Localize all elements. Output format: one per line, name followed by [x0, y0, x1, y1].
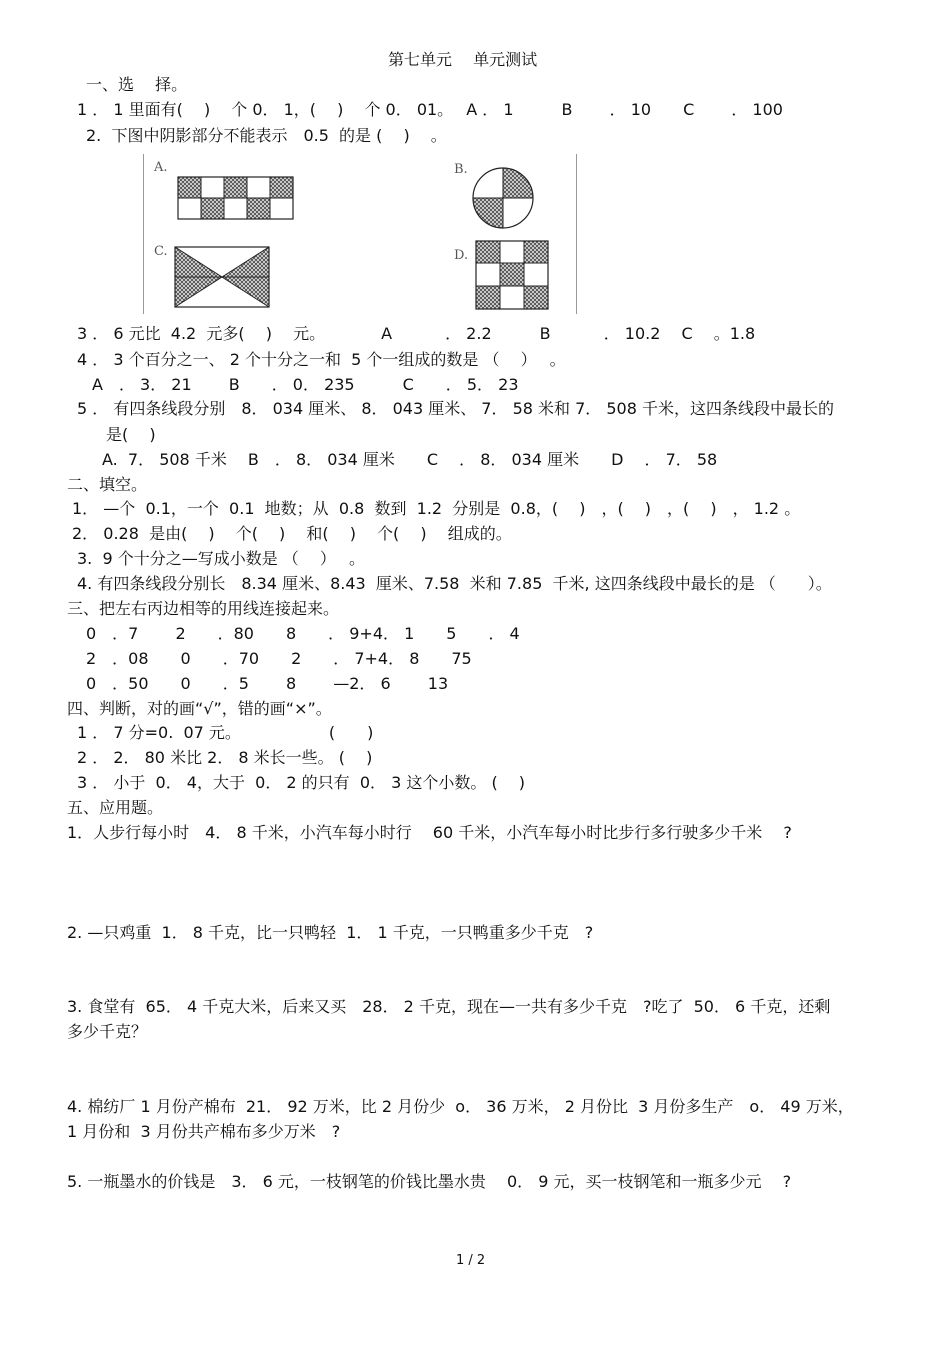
page-title: 第七单元 单元测试 [388, 50, 538, 69]
choice-q3: 3 ． 6 元比 4.2 元多( ) 元。 A ． 2.2 B ． 10.2 C 。1.8 [77, 324, 756, 343]
choice-q2: 2. 下图中阴影部分不能表示 0.5 的是 ( ) 。 [86, 126, 447, 145]
figure-label-a: A. [154, 160, 168, 175]
apply-q3-line2: 多少千克？ [67, 1022, 148, 1041]
judge-q3: 3 ． 小于 0． 4，大于 0． 2 的只有 0． 3 这个小数。 ( ) [77, 773, 526, 792]
apply-q3-line1: 3. 食堂有 65． 4 千克大米，后来又买 28． 2 千克，现在—一共有多少千克 ?吃了 50． 6 千克，还剩 [67, 997, 831, 1016]
figure-b-circle [471, 166, 535, 230]
section-judge-heading: 四、判断，对的画“√”，错的画“×”。 [67, 699, 332, 718]
page-number: 1 / 2 [456, 1253, 486, 1268]
match-row-1: 0 ．7 2 ．80 8 ． 9+4． 1 5 ． 4 [86, 624, 520, 643]
shaded-figures-panel [143, 154, 577, 314]
fill-q3: 3. 9 个十分之—写成小数是 （ ） 。 [77, 549, 365, 568]
choice-q5-options: A. 7． 508 千米 B ． 8． 034 厘米 C ． 8． 034 厘米 D ． 7． 58 [102, 450, 718, 469]
apply-q2: 2. —只鸡重 1． 8 千克，比一只鸭轻 1． 1 千克，一只鸭重多少千克 ? [67, 923, 594, 942]
choice-q5-line1: 5 ． 有四条线段分别 8． 034 厘米、 8． 043 厘米、 7． 58 米和 7． 508 千米，这四条线段中最长的 [77, 399, 834, 418]
apply-q5: 5. 一瓶墨水的价钱是 3． 6 元，一枝钢笔的价钱比墨水贵 0． 9 元，买一枝钢笔和一瓶多少元 ? [67, 1172, 792, 1191]
fill-q4: 4. 有四条线段分别长 8.34 厘米、8.43 厘米、7.58 米和 7.85 千米, 这四条线段中最长的是 （ ）。 [77, 574, 832, 593]
section-choice-heading: 一、选 择。 [86, 75, 188, 94]
figure-a-grid [177, 176, 295, 220]
figure-label-b: B. [454, 162, 468, 177]
judge-q1: 1 ． 7 分=0. 07 元。 ( ) [77, 723, 374, 742]
fill-q1: 1． —个 0.1，一个 0.1 地数；从 0.8 数到 1.2 分别是 0.8，( ) ，( ) ，( ) ， 1.2 。 [72, 499, 801, 518]
judge-q2: 2 ． 2． 80 米比 2． 8 米长一些。 ( ) [77, 748, 373, 767]
section-apply-heading: 五、应用题。 [67, 798, 164, 817]
apply-q1: 1．人步行每小时 4． 8 千米，小汽车每小时行 60 千米，小汽车每小时比步行多行驶多少千米 ? [67, 823, 792, 842]
figure-c-rectangle [174, 246, 270, 308]
figure-d-grid [475, 240, 549, 310]
apply-q4-line1: 4. 棉纺厂 1 月份产棉布 21． 92 万米，比 2 月份少 o． 36 万米， 2 月份比 3 月份多生产 o． 49 万米， [67, 1097, 854, 1116]
section-match-heading: 三、把左右丙边相等的用线连接起来。 [67, 599, 340, 618]
match-row-3: 0 ．50 0 ．5 8 —2． 6 13 [86, 674, 449, 693]
match-row-2: 2 ．08 0 ．70 2 ． 7+4． 8 75 [86, 649, 472, 668]
fill-q2: 2． 0.28 是由( ) 个( ) 和( ) 个( ) 组成的。 [72, 524, 512, 543]
choice-q4-options: A ． 3． 21 B ． 0． 235 C ． 5． 23 [92, 375, 519, 394]
choice-q5-line2: 是( ) [106, 425, 156, 444]
figure-label-d: D. [454, 248, 469, 263]
apply-q4-line2: 1 月份和 3 月份共产棉布多少万米 ? [67, 1122, 341, 1141]
choice-q1: 1 ． 1 里面有( ) 个 0． 1，( ) 个 0． 01。 A ． 1 B ． 10 C ． 100 [77, 100, 783, 119]
section-fill-heading: 二、填空。 [67, 475, 148, 494]
figure-label-c: C. [154, 244, 168, 259]
choice-q4: 4 ． 3 个百分之一、 2 个十分之一和 5 个一组成的数是 （ ） 。 [77, 350, 566, 369]
